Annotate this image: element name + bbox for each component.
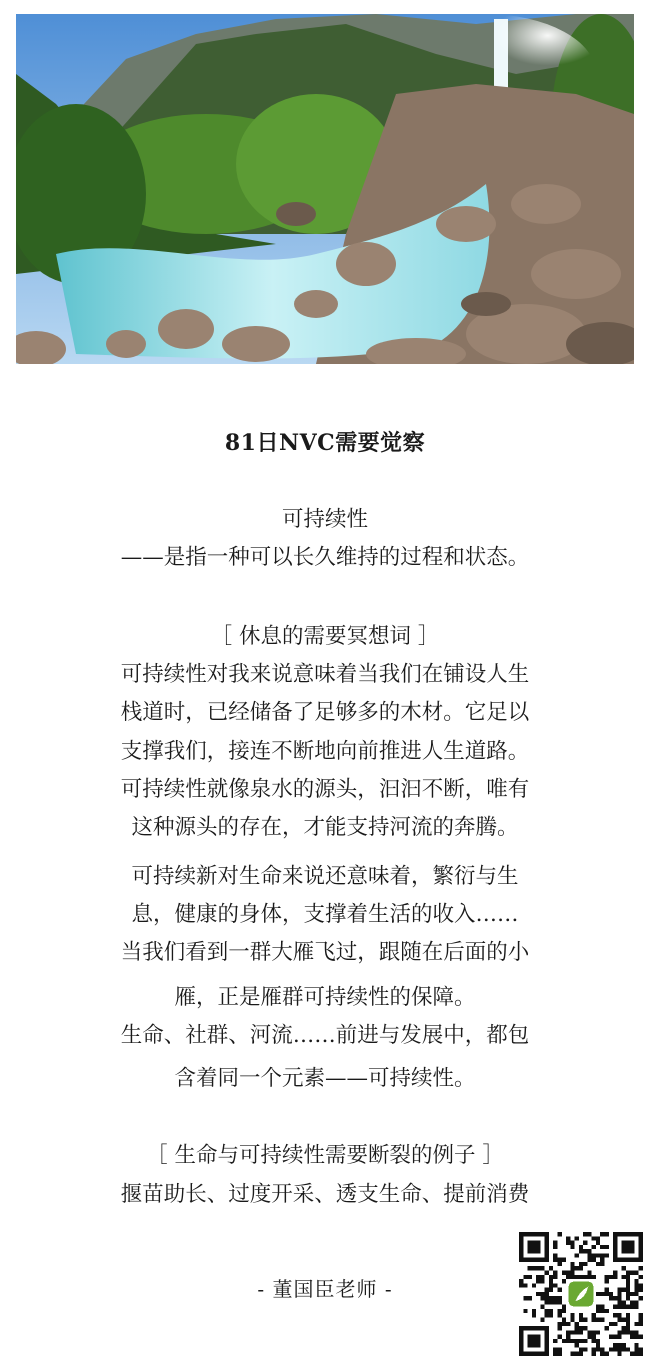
qr-module (570, 1266, 574, 1270)
qr-module (575, 1326, 579, 1330)
qr-module (592, 1339, 596, 1343)
qr-module (605, 1279, 609, 1283)
qr-module (587, 1275, 591, 1279)
qr-module (540, 1305, 544, 1309)
qr-module (634, 1292, 638, 1296)
qr-module (630, 1300, 634, 1304)
qr-module (583, 1339, 587, 1343)
qr-module (630, 1352, 634, 1356)
section-heading-meditation: ［ 休息的需要冥想词 ］ (210, 624, 440, 649)
qr-code-icon[interactable] (519, 1232, 643, 1356)
qr-module (579, 1249, 583, 1253)
qr-module (532, 1266, 536, 1270)
qr-module (579, 1339, 583, 1343)
qr-module (545, 1313, 549, 1317)
qr-module (557, 1347, 561, 1351)
qr-module (553, 1296, 557, 1300)
qr-module (634, 1335, 638, 1339)
qr-module (639, 1266, 643, 1270)
qr-module (626, 1318, 630, 1322)
qr-module (609, 1347, 613, 1351)
qr-module (570, 1245, 574, 1249)
qr-module (557, 1352, 561, 1356)
qr-module (575, 1330, 579, 1334)
qr-module (587, 1253, 591, 1257)
qr-module (605, 1288, 609, 1292)
qr-module (553, 1339, 557, 1343)
qr-module (540, 1266, 544, 1270)
qr-module (583, 1318, 587, 1322)
qr-module (545, 1296, 549, 1300)
qr-module (600, 1245, 604, 1249)
qr-module (626, 1296, 630, 1300)
qr-module (557, 1309, 561, 1313)
qr-module (570, 1275, 574, 1279)
qr-module (553, 1300, 557, 1304)
qr-module (553, 1258, 557, 1262)
qr-module (605, 1352, 609, 1356)
qr-module (566, 1339, 570, 1343)
qr-module (613, 1275, 617, 1279)
qr-module (600, 1318, 604, 1322)
qr-module (596, 1347, 600, 1351)
qr-module (626, 1305, 630, 1309)
qr-module (549, 1313, 553, 1317)
qr-module (634, 1343, 638, 1347)
qr-module (557, 1262, 561, 1266)
qr-module (613, 1347, 617, 1351)
qr-module (575, 1266, 579, 1270)
qr-finder-inner (528, 1335, 541, 1348)
qr-module (562, 1322, 566, 1326)
qr-module (570, 1318, 574, 1322)
qr-module (634, 1283, 638, 1287)
qr-module (592, 1258, 596, 1262)
qr-module (634, 1288, 638, 1292)
qr-module (617, 1335, 621, 1339)
qr-module (532, 1313, 536, 1317)
qr-module (605, 1275, 609, 1279)
qr-module (540, 1292, 544, 1296)
qr-module (617, 1352, 621, 1356)
qr-module (583, 1275, 587, 1279)
qr-module (592, 1352, 596, 1356)
qr-module (617, 1330, 621, 1334)
qr-module (600, 1262, 604, 1266)
qr-module (575, 1236, 579, 1240)
qr-module (600, 1253, 604, 1257)
qr-module (557, 1300, 561, 1304)
qr-module (553, 1347, 557, 1351)
qr-module (528, 1275, 532, 1279)
qr-module (579, 1330, 583, 1334)
qr-module (562, 1258, 566, 1262)
qr-module (622, 1275, 626, 1279)
qr-module (592, 1313, 596, 1317)
qr-module (622, 1266, 626, 1270)
qr-module (545, 1270, 549, 1274)
qr-module (587, 1335, 591, 1339)
qr-module (523, 1309, 527, 1313)
qr-module (545, 1288, 549, 1292)
qr-module (545, 1292, 549, 1296)
qr-module (639, 1296, 643, 1300)
qr-module (600, 1347, 604, 1351)
qr-module (583, 1326, 587, 1330)
qr-module (575, 1352, 579, 1356)
qr-module (596, 1241, 600, 1245)
qr-module (562, 1270, 566, 1274)
qr-module (630, 1330, 634, 1334)
qr-module (557, 1288, 561, 1292)
qr-module (570, 1270, 574, 1274)
qr-module (570, 1339, 574, 1343)
qr-module (613, 1270, 617, 1274)
author-signature: - 董国臣老师 - (257, 1277, 393, 1301)
qr-module (596, 1262, 600, 1266)
qr-module (626, 1330, 630, 1334)
qr-module (617, 1343, 621, 1347)
qr-module (540, 1296, 544, 1300)
qr-module (626, 1275, 630, 1279)
qr-module (609, 1275, 613, 1279)
qr-module (617, 1313, 621, 1317)
paragraph-line: 当我们看到一群大雁飞过，跟随在后面的小 (120, 940, 530, 965)
qr-module (579, 1245, 583, 1249)
qr-module (630, 1270, 634, 1274)
qr-module (596, 1253, 600, 1257)
qr-module (639, 1288, 643, 1292)
qr-module (617, 1305, 621, 1309)
qr-module (592, 1330, 596, 1334)
qr-module (519, 1279, 523, 1283)
qr-module (553, 1241, 557, 1245)
qr-module (639, 1313, 643, 1317)
qr-module (639, 1283, 643, 1287)
qr-module (553, 1245, 557, 1249)
qr-module (553, 1270, 557, 1274)
qr-module (630, 1305, 634, 1309)
qr-finder-inner (528, 1241, 541, 1254)
qr-module (596, 1339, 600, 1343)
qr-module (639, 1322, 643, 1326)
qr-module (570, 1352, 574, 1356)
qr-module (596, 1318, 600, 1322)
qr-module (579, 1318, 583, 1322)
qr-module (639, 1275, 643, 1279)
definition-term: 可持续性 (281, 507, 368, 532)
qr-module (540, 1318, 544, 1322)
qr-module (605, 1309, 609, 1313)
qr-module (613, 1343, 617, 1347)
qr-module (596, 1330, 600, 1334)
qr-module (613, 1313, 617, 1317)
qr-module (600, 1258, 604, 1262)
qr-module (622, 1326, 626, 1330)
qr-module (540, 1275, 544, 1279)
qr-module (553, 1352, 557, 1356)
qr-module (617, 1318, 621, 1322)
qr-module (583, 1347, 587, 1351)
qr-module (600, 1352, 604, 1356)
qr-module (622, 1330, 626, 1334)
qr-module (622, 1347, 626, 1351)
qr-module (626, 1322, 630, 1326)
qr-module (536, 1292, 540, 1296)
qr-module (579, 1352, 583, 1356)
article-title: 81日NVC需要觉察 (224, 430, 426, 456)
qr-module (630, 1335, 634, 1339)
qr-module (600, 1292, 604, 1296)
qr-module (592, 1275, 596, 1279)
qr-module (570, 1262, 574, 1266)
paragraph-line: 生命、社群、河流……前进与发展中，都包 (120, 1023, 530, 1048)
qr-module (579, 1262, 583, 1266)
qr-module (566, 1270, 570, 1274)
qr-module (549, 1266, 553, 1270)
qr-module (575, 1322, 579, 1326)
qr-module (566, 1322, 570, 1326)
qr-module (575, 1275, 579, 1279)
qr-module (566, 1275, 570, 1279)
qr-module (626, 1326, 630, 1330)
qr-module (634, 1330, 638, 1334)
qr-module (536, 1279, 540, 1283)
qr-module (592, 1236, 596, 1240)
qr-module (549, 1300, 553, 1304)
qr-module (579, 1275, 583, 1279)
qr-module (634, 1279, 638, 1283)
qr-module (596, 1292, 600, 1296)
qr-module (587, 1249, 591, 1253)
qr-module (532, 1309, 536, 1313)
qr-module (523, 1296, 527, 1300)
qr-module (617, 1292, 621, 1296)
qr-module (617, 1296, 621, 1300)
qr-module (639, 1352, 643, 1356)
qr-module (570, 1241, 574, 1245)
qr-module (570, 1330, 574, 1334)
qr-module (596, 1236, 600, 1240)
qr-finder-inner (622, 1241, 635, 1254)
qr-module (549, 1283, 553, 1287)
qr-module (575, 1343, 579, 1347)
qr-module (557, 1258, 561, 1262)
qr-module (622, 1300, 626, 1304)
qr-module (634, 1300, 638, 1304)
qr-module (634, 1352, 638, 1356)
paragraph-line: 可持续性对我来说意味着当我们在铺设人生 (120, 662, 530, 687)
qr-module (587, 1232, 591, 1236)
qr-module (600, 1232, 604, 1236)
qr-module (613, 1296, 617, 1300)
qr-module (587, 1270, 591, 1274)
qr-module (626, 1313, 630, 1317)
qr-module (609, 1292, 613, 1296)
qr-module (622, 1288, 626, 1292)
qr-module (617, 1288, 621, 1292)
qr-module (605, 1232, 609, 1236)
qr-module (557, 1313, 561, 1317)
qr-module (523, 1283, 527, 1287)
qr-module (634, 1270, 638, 1274)
qr-module (557, 1232, 561, 1236)
qr-module (639, 1347, 643, 1351)
qr-module (566, 1330, 570, 1334)
qr-module (605, 1326, 609, 1330)
qr-module (583, 1262, 587, 1266)
qr-module (549, 1296, 553, 1300)
qr-module (583, 1249, 587, 1253)
qr-module (639, 1335, 643, 1339)
qr-module (617, 1347, 621, 1351)
qr-module (583, 1241, 587, 1245)
qr-module (609, 1322, 613, 1326)
examples-line: 揠苗助长、过度开采、透支生命、提前消费 (120, 1182, 530, 1207)
paragraph-line: 可持续性就像泉水的源头，汩汩不断，唯有 (120, 777, 530, 802)
qr-module (626, 1347, 630, 1351)
qr-module (609, 1296, 613, 1300)
qr-module (613, 1322, 617, 1326)
qr-module (592, 1347, 596, 1351)
qr-module (605, 1245, 609, 1249)
qr-module (553, 1283, 557, 1287)
qr-module (592, 1318, 596, 1322)
qr-module (613, 1335, 617, 1339)
qr-module (583, 1232, 587, 1236)
qr-module (562, 1309, 566, 1313)
qr-module (553, 1253, 557, 1257)
qr-module (622, 1318, 626, 1322)
paragraph-line: 栈道时，已经储备了足够多的木材。它足以 (120, 700, 530, 725)
qr-module (575, 1339, 579, 1343)
qr-module (528, 1266, 532, 1270)
qr-module (630, 1292, 634, 1296)
qr-module (600, 1309, 604, 1313)
qr-module (575, 1253, 579, 1257)
qr-module (557, 1335, 561, 1339)
qr-module (626, 1283, 630, 1287)
qr-module (557, 1326, 561, 1330)
qr-module (570, 1313, 574, 1317)
paragraph-line: 支撑我们，接连不断地向前推进人生道路。 (120, 739, 530, 764)
paragraph-line: 这种源头的存在，才能支持河流的奔腾。 (131, 815, 519, 840)
qr-module (562, 1339, 566, 1343)
qr-module (579, 1266, 583, 1270)
qr-module (528, 1296, 532, 1300)
qr-code-pattern (519, 1232, 643, 1356)
qr-module (566, 1335, 570, 1339)
qr-module (600, 1305, 604, 1309)
qr-module (562, 1279, 566, 1283)
qr-module (553, 1275, 557, 1279)
qr-module (549, 1275, 553, 1279)
qr-module (587, 1258, 591, 1262)
qr-module (596, 1309, 600, 1313)
qr-module (536, 1275, 540, 1279)
qr-module (626, 1288, 630, 1292)
qr-module (549, 1309, 553, 1313)
qr-module (562, 1318, 566, 1322)
qr-module (545, 1300, 549, 1304)
qr-module (605, 1292, 609, 1296)
qr-module (617, 1300, 621, 1304)
qr-module (549, 1288, 553, 1292)
qr-module (587, 1330, 591, 1334)
qr-module (596, 1343, 600, 1347)
qr-module (622, 1343, 626, 1347)
qr-module (596, 1305, 600, 1309)
qr-module (639, 1318, 643, 1322)
qr-module (540, 1279, 544, 1283)
qr-module (579, 1313, 583, 1317)
section-heading-examples: ［ 生命与可持续性需要断裂的例子 ］ (146, 1143, 504, 1168)
paragraph-line: 息，健康的身体，支撑着生活的收入…… (131, 902, 519, 927)
qr-module (519, 1283, 523, 1287)
qr-module (609, 1335, 613, 1339)
qr-module (579, 1347, 583, 1351)
qr-module (634, 1347, 638, 1351)
qr-module (579, 1326, 583, 1330)
qr-module (605, 1253, 609, 1257)
paragraph-line: 含着同一个元素——可持续性。 (174, 1066, 476, 1091)
qr-module (622, 1305, 626, 1309)
qr-module (626, 1292, 630, 1296)
qr-module (592, 1245, 596, 1249)
qr-module (566, 1241, 570, 1245)
qr-module (566, 1236, 570, 1240)
qr-module (562, 1305, 566, 1309)
qr-module (557, 1296, 561, 1300)
paragraph-line: 可持续新对生命来说还意味着，繁衍与生 (131, 864, 519, 889)
paragraph-line: 雁，正是雁群可持续性的保障。 (174, 985, 476, 1010)
qr-module (613, 1305, 617, 1309)
qr-module (523, 1275, 527, 1279)
qr-module (545, 1309, 549, 1313)
qr-module (592, 1335, 596, 1339)
qr-module (592, 1253, 596, 1257)
qr-module (532, 1283, 536, 1287)
qr-module (634, 1322, 638, 1326)
qr-module (626, 1270, 630, 1274)
qr-module (549, 1279, 553, 1283)
definition-meaning: ——是指一种可以长久维持的过程和状态。 (120, 545, 530, 570)
qr-module (557, 1322, 561, 1326)
qr-module (626, 1279, 630, 1283)
qr-module (634, 1305, 638, 1309)
qr-module (536, 1266, 540, 1270)
